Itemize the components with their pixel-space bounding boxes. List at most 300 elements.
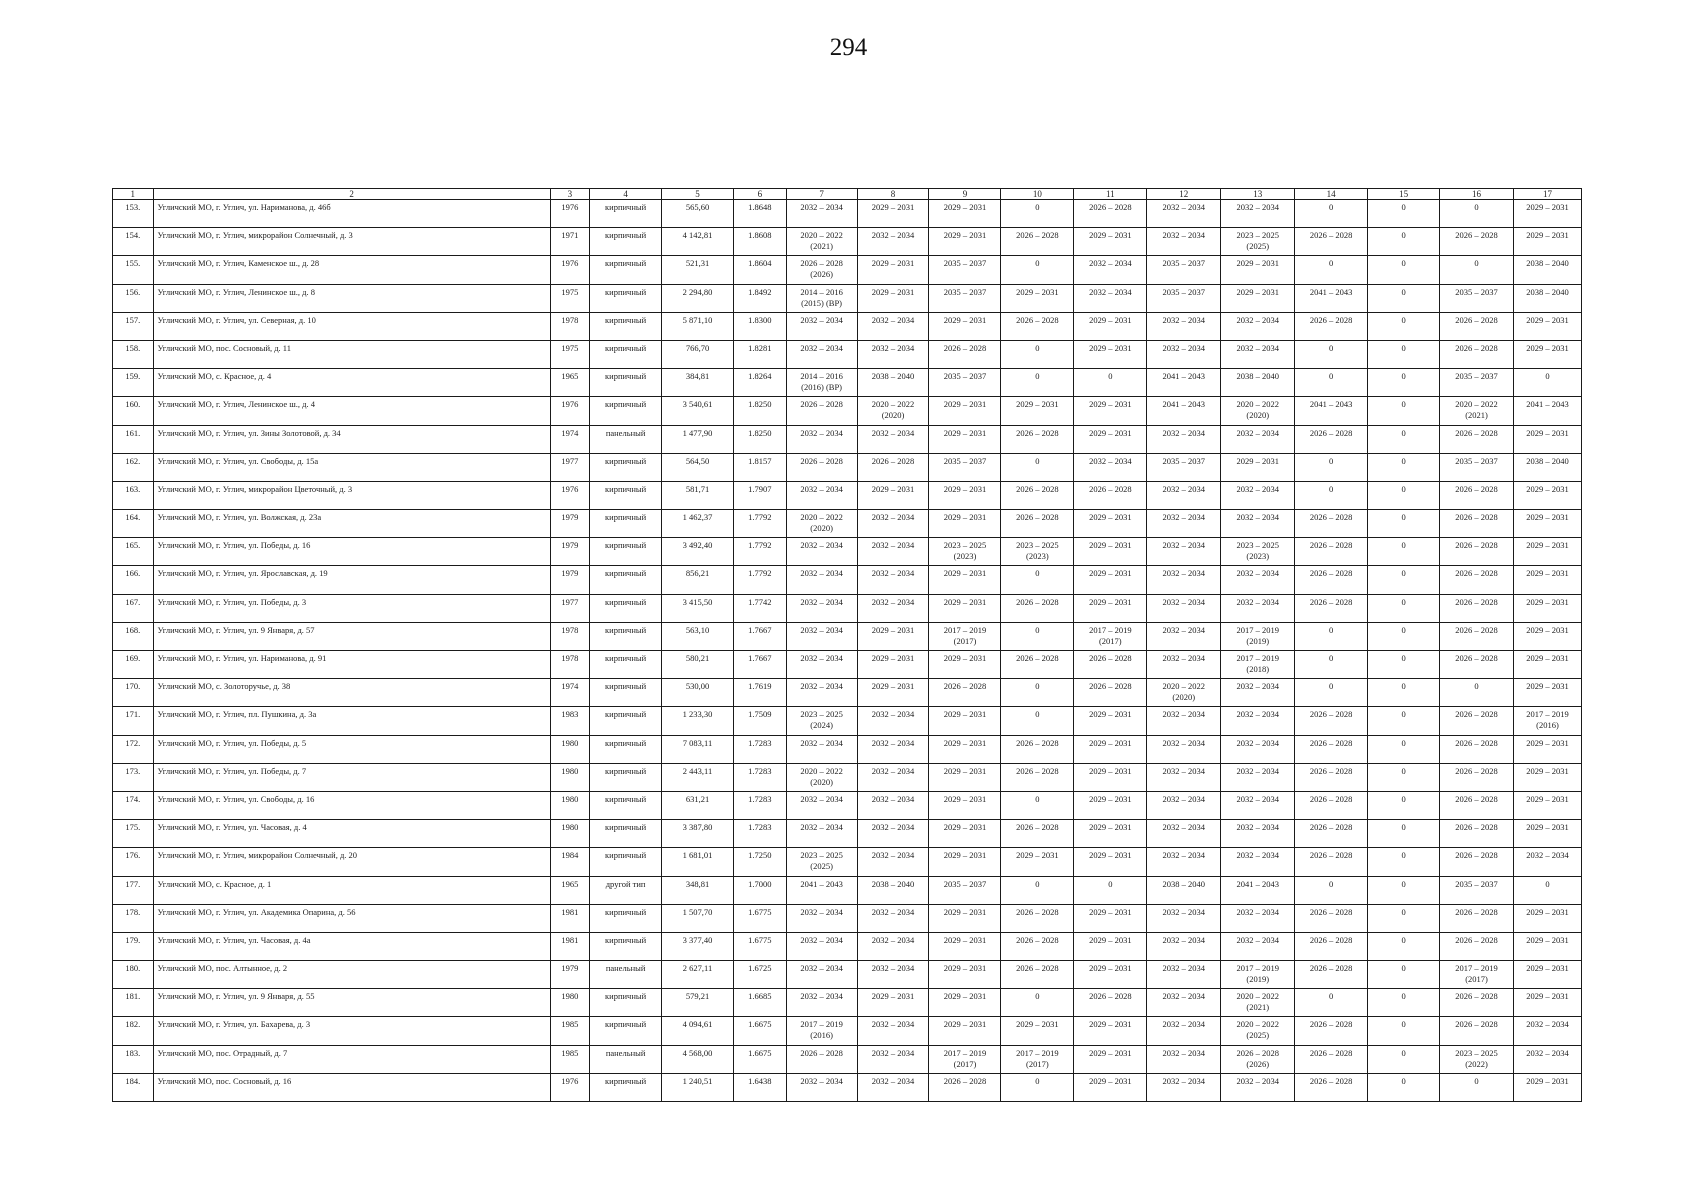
wall-material-cell: кирпичный [590,763,662,791]
period-col-10-cell: 0 [1001,707,1074,735]
period-col-14-cell: 2026 – 2028 [1295,538,1368,566]
period-col-8-cell: 2029 – 2031 [857,651,929,679]
period-col-16-cell: 2026 – 2028 [1440,538,1514,566]
period-col-14-cell: 0 [1295,481,1368,509]
priority-index-cell: 1.6675 [733,1017,786,1045]
period-col-16-cell: 2026 – 2028 [1440,510,1514,538]
period-col-13-cell: 2029 – 2031 [1221,453,1295,481]
wall-material-cell: кирпичный [590,735,662,763]
area-cell: 1 681,01 [662,848,734,876]
period-col-9-cell: 2035 – 2037 [929,876,1001,904]
period-col-16-cell: 2026 – 2028 [1440,622,1514,650]
period-col-16-cell: 2026 – 2028 [1440,481,1514,509]
period-col-9-cell: 2029 – 2031 [929,904,1001,932]
period-col-13-cell: 2017 – 2019 (2019) [1221,622,1295,650]
area-cell: 581,71 [662,481,734,509]
period-col-8-cell: 2032 – 2034 [857,566,929,594]
period-col-11-cell: 2029 – 2031 [1074,763,1147,791]
period-col-14-cell: 0 [1295,989,1368,1017]
period-col-17-cell: 2032 – 2034 [1514,1045,1582,1073]
period-col-11-cell: 2029 – 2031 [1074,510,1147,538]
priority-index-cell: 1.7667 [733,651,786,679]
period-col-17-cell: 2029 – 2031 [1514,481,1582,509]
period-col-11-cell: 2029 – 2031 [1074,735,1147,763]
period-col-9-cell: 2029 – 2031 [929,312,1001,340]
period-col-13-cell: 2032 – 2034 [1221,791,1295,819]
column-number-1: 1 [113,189,154,200]
table-row [113,369,1582,397]
row-number-cell: 164. [113,510,154,538]
period-col-7-cell: 2017 – 2019 (2016) [786,1017,857,1045]
period-col-8-cell: 2032 – 2034 [857,510,929,538]
table-row [113,566,1582,594]
period-col-12-cell: 2032 – 2034 [1147,791,1221,819]
period-col-14-cell: 0 [1295,369,1368,397]
period-col-12-cell: 2032 – 2034 [1147,651,1221,679]
address-cell: Угличский МО, г. Углич, ул. 9 Января, д. 57 [153,622,550,650]
period-col-12-cell: 2032 – 2034 [1147,481,1221,509]
period-col-17-cell: 2029 – 2031 [1514,735,1582,763]
priority-index-cell: 1.8300 [733,312,786,340]
table-row [113,791,1582,819]
period-col-8-cell: 2032 – 2034 [857,312,929,340]
area-cell: 1 462,37 [662,510,734,538]
period-col-8-cell: 2029 – 2031 [857,200,929,228]
priority-index-cell: 1.7000 [733,876,786,904]
table-row [113,876,1582,904]
period-col-11-cell: 2029 – 2031 [1074,340,1147,368]
table-row [113,679,1582,707]
period-col-13-cell: 2020 – 2022 (2021) [1221,989,1295,1017]
table-row [113,481,1582,509]
row-number-cell: 180. [113,961,154,989]
year-built-cell: 1976 [550,1073,590,1101]
period-col-14-cell: 2026 – 2028 [1295,791,1368,819]
table-row [113,312,1582,340]
period-col-8-cell: 2032 – 2034 [857,1045,929,1073]
period-col-8-cell: 2032 – 2034 [857,848,929,876]
period-col-11-cell: 2029 – 2031 [1074,848,1147,876]
period-col-8-cell: 2032 – 2034 [857,763,929,791]
period-col-16-cell: 2026 – 2028 [1440,312,1514,340]
period-col-13-cell: 2020 – 2022 (2025) [1221,1017,1295,1045]
area-cell: 1 233,30 [662,707,734,735]
priority-index-cell: 1.7619 [733,679,786,707]
period-col-12-cell: 2032 – 2034 [1147,989,1221,1017]
period-col-17-cell: 2029 – 2031 [1514,340,1582,368]
period-col-7-cell: 2026 – 2028 (2026) [786,256,857,284]
period-col-9-cell: 2029 – 2031 [929,1017,1001,1045]
period-col-13-cell: 2032 – 2034 [1221,848,1295,876]
area-cell: 766,70 [662,340,734,368]
area-cell: 856,21 [662,566,734,594]
period-col-8-cell: 2032 – 2034 [857,735,929,763]
period-col-17-cell: 2032 – 2034 [1514,848,1582,876]
year-built-cell: 1979 [550,510,590,538]
period-col-10-cell: 2029 – 2031 [1001,397,1074,425]
wall-material-cell: кирпичный [590,566,662,594]
priority-index-cell: 1.8281 [733,340,786,368]
priority-index-cell: 1.8608 [733,228,786,256]
column-number-14: 14 [1295,189,1368,200]
period-col-12-cell: 2041 – 2043 [1147,369,1221,397]
table-row [113,1045,1582,1073]
year-built-cell: 1979 [550,538,590,566]
period-col-12-cell: 2032 – 2034 [1147,200,1221,228]
period-col-10-cell: 0 [1001,791,1074,819]
row-number-cell: 173. [113,763,154,791]
wall-material-cell: кирпичный [590,200,662,228]
area-cell: 384,81 [662,369,734,397]
year-built-cell: 1980 [550,763,590,791]
period-col-10-cell: 2026 – 2028 [1001,228,1074,256]
period-col-16-cell: 2026 – 2028 [1440,594,1514,622]
period-col-10-cell: 2026 – 2028 [1001,763,1074,791]
period-col-14-cell: 2026 – 2028 [1295,848,1368,876]
year-built-cell: 1976 [550,481,590,509]
wall-material-cell: кирпичный [590,989,662,1017]
table-row [113,932,1582,960]
period-col-7-cell: 2032 – 2034 [786,200,857,228]
table-row [113,820,1582,848]
period-col-13-cell: 2032 – 2034 [1221,481,1295,509]
address-cell: Угличский МО, г. Углич, Каменское ш., д. 28 [153,256,550,284]
period-col-11-cell: 2026 – 2028 [1074,679,1147,707]
year-built-cell: 1977 [550,453,590,481]
period-col-8-cell: 2032 – 2034 [857,707,929,735]
period-col-10-cell: 0 [1001,876,1074,904]
area-cell: 580,21 [662,651,734,679]
area-cell: 4 568,00 [662,1045,734,1073]
period-col-15-cell: 0 [1368,425,1440,453]
area-cell: 3 387,80 [662,820,734,848]
period-col-13-cell: 2032 – 2034 [1221,425,1295,453]
wall-material-cell: кирпичный [590,594,662,622]
address-cell: Угличский МО, с. Красное, д. 4 [153,369,550,397]
period-col-12-cell: 2032 – 2034 [1147,566,1221,594]
period-col-9-cell: 2023 – 2025 (2023) [929,538,1001,566]
table-row [113,200,1582,228]
period-col-11-cell: 2032 – 2034 [1074,453,1147,481]
period-col-14-cell: 0 [1295,340,1368,368]
period-col-15-cell: 0 [1368,651,1440,679]
period-col-9-cell: 2029 – 2031 [929,735,1001,763]
period-col-15-cell: 0 [1368,228,1440,256]
priority-index-cell: 1.7792 [733,538,786,566]
period-col-16-cell: 2035 – 2037 [1440,284,1514,312]
period-col-12-cell: 2032 – 2034 [1147,538,1221,566]
period-col-8-cell: 2032 – 2034 [857,1073,929,1101]
period-col-14-cell: 0 [1295,679,1368,707]
table-row [113,538,1582,566]
row-number-cell: 183. [113,1045,154,1073]
period-col-9-cell: 2029 – 2031 [929,989,1001,1017]
area-cell: 563,10 [662,622,734,650]
priority-index-cell: 1.7667 [733,622,786,650]
period-col-12-cell: 2032 – 2034 [1147,340,1221,368]
period-col-12-cell: 2032 – 2034 [1147,425,1221,453]
period-col-14-cell: 2026 – 2028 [1295,1017,1368,1045]
period-col-10-cell: 2023 – 2025 (2023) [1001,538,1074,566]
period-col-9-cell: 2029 – 2031 [929,932,1001,960]
period-col-9-cell: 2029 – 2031 [929,707,1001,735]
column-number-7: 7 [786,189,857,200]
year-built-cell: 1965 [550,876,590,904]
period-col-14-cell: 2026 – 2028 [1295,735,1368,763]
period-col-9-cell: 2035 – 2037 [929,284,1001,312]
row-number-cell: 154. [113,228,154,256]
period-col-11-cell: 2017 – 2019 (2017) [1074,622,1147,650]
period-col-8-cell: 2032 – 2034 [857,594,929,622]
period-col-13-cell: 2029 – 2031 [1221,284,1295,312]
period-col-9-cell: 2029 – 2031 [929,397,1001,425]
period-col-12-cell: 2032 – 2034 [1147,312,1221,340]
period-col-8-cell: 2032 – 2034 [857,228,929,256]
priority-index-cell: 1.6438 [733,1073,786,1101]
year-built-cell: 1980 [550,989,590,1017]
area-cell: 3 377,40 [662,932,734,960]
period-col-13-cell: 2041 – 2043 [1221,876,1295,904]
period-col-12-cell: 2038 – 2040 [1147,876,1221,904]
period-col-14-cell: 2026 – 2028 [1295,594,1368,622]
column-number-5: 5 [662,189,734,200]
row-number-cell: 181. [113,989,154,1017]
wall-material-cell: кирпичный [590,820,662,848]
period-col-9-cell: 2035 – 2037 [929,256,1001,284]
year-built-cell: 1985 [550,1017,590,1045]
period-col-11-cell: 2029 – 2031 [1074,707,1147,735]
address-cell: Угличский МО, г. Углич, ул. 9 Января, д. 55 [153,989,550,1017]
period-col-17-cell: 2029 – 2031 [1514,228,1582,256]
period-col-10-cell: 2029 – 2031 [1001,848,1074,876]
period-col-8-cell: 2032 – 2034 [857,791,929,819]
period-col-14-cell: 0 [1295,200,1368,228]
year-built-cell: 1980 [550,820,590,848]
priority-index-cell: 1.8250 [733,425,786,453]
year-built-cell: 1974 [550,679,590,707]
period-col-10-cell: 2029 – 2031 [1001,284,1074,312]
period-col-9-cell: 2029 – 2031 [929,200,1001,228]
period-col-16-cell: 0 [1440,256,1514,284]
period-col-16-cell: 2020 – 2022 (2021) [1440,397,1514,425]
row-number-cell: 165. [113,538,154,566]
address-cell: Угличский МО, г. Углич, ул. Победы, д. 16 [153,538,550,566]
period-col-12-cell: 2032 – 2034 [1147,848,1221,876]
row-number-cell: 179. [113,932,154,960]
period-col-10-cell: 2026 – 2028 [1001,932,1074,960]
table-row [113,284,1582,312]
period-col-15-cell: 0 [1368,256,1440,284]
period-col-16-cell: 2026 – 2028 [1440,566,1514,594]
row-number-cell: 172. [113,735,154,763]
row-number-cell: 166. [113,566,154,594]
address-cell: Угличский МО, г. Углич, ул. Волжская, д. 23а [153,510,550,538]
priority-index-cell: 1.7792 [733,566,786,594]
period-col-8-cell: 2032 – 2034 [857,340,929,368]
period-col-13-cell: 2032 – 2034 [1221,763,1295,791]
period-col-14-cell: 2026 – 2028 [1295,707,1368,735]
period-col-7-cell: 2032 – 2034 [786,932,857,960]
area-cell: 2 294,80 [662,284,734,312]
address-cell: Угличский МО, г. Углич, ул. Победы, д. 5 [153,735,550,763]
period-col-14-cell: 2026 – 2028 [1295,566,1368,594]
address-cell: Угличский МО, пос. Отрадный, д. 7 [153,1045,550,1073]
period-col-13-cell: 2032 – 2034 [1221,932,1295,960]
period-col-15-cell: 0 [1368,989,1440,1017]
year-built-cell: 1977 [550,594,590,622]
column-number-3: 3 [550,189,590,200]
period-col-13-cell: 2017 – 2019 (2019) [1221,961,1295,989]
wall-material-cell: кирпичный [590,1017,662,1045]
period-col-8-cell: 2038 – 2040 [857,876,929,904]
wall-material-cell: кирпичный [590,679,662,707]
period-col-14-cell: 0 [1295,622,1368,650]
wall-material-cell: панельный [590,425,662,453]
period-col-12-cell: 2035 – 2037 [1147,453,1221,481]
year-built-cell: 1976 [550,200,590,228]
period-col-15-cell: 0 [1368,397,1440,425]
period-col-17-cell: 2029 – 2031 [1514,510,1582,538]
priority-index-cell: 1.6775 [733,904,786,932]
period-col-12-cell: 2032 – 2034 [1147,510,1221,538]
period-col-11-cell: 2029 – 2031 [1074,1045,1147,1073]
address-cell: Угличский МО, г. Углич, Ленинское ш., д. 4 [153,397,550,425]
period-col-14-cell: 2026 – 2028 [1295,1073,1368,1101]
period-col-14-cell: 2026 – 2028 [1295,820,1368,848]
year-built-cell: 1976 [550,256,590,284]
period-col-12-cell: 2041 – 2043 [1147,397,1221,425]
period-col-10-cell: 2026 – 2028 [1001,735,1074,763]
period-col-7-cell: 2032 – 2034 [786,481,857,509]
year-built-cell: 1981 [550,932,590,960]
table-row [113,453,1582,481]
period-col-9-cell: 2029 – 2031 [929,228,1001,256]
year-built-cell: 1979 [550,566,590,594]
row-number-cell: 174. [113,791,154,819]
period-col-17-cell: 2041 – 2043 [1514,397,1582,425]
period-col-11-cell: 2032 – 2034 [1074,284,1147,312]
period-col-14-cell: 2026 – 2028 [1295,510,1368,538]
period-col-7-cell: 2026 – 2028 [786,397,857,425]
period-col-15-cell: 0 [1368,369,1440,397]
period-col-7-cell: 2032 – 2034 [786,312,857,340]
period-col-13-cell: 2032 – 2034 [1221,904,1295,932]
wall-material-cell: кирпичный [590,312,662,340]
period-col-8-cell: 2029 – 2031 [857,481,929,509]
period-col-17-cell: 2017 – 2019 (2016) [1514,707,1582,735]
area-cell: 348,81 [662,876,734,904]
period-col-9-cell: 2035 – 2037 [929,369,1001,397]
period-col-14-cell: 2041 – 2043 [1295,284,1368,312]
address-cell: Угличский МО, г. Углич, ул. Ярославская, д. 19 [153,566,550,594]
period-col-8-cell: 2029 – 2031 [857,284,929,312]
period-col-12-cell: 2032 – 2034 [1147,763,1221,791]
period-col-10-cell: 0 [1001,340,1074,368]
area-cell: 2 627,11 [662,961,734,989]
period-col-17-cell: 2029 – 2031 [1514,763,1582,791]
address-cell: Угличский МО, с. Золоторучье, д. 38 [153,679,550,707]
address-cell: Угличский МО, пос. Сосновый, д. 16 [153,1073,550,1101]
period-col-11-cell: 2029 – 2031 [1074,425,1147,453]
priority-index-cell: 1.7742 [733,594,786,622]
period-col-11-cell: 2026 – 2028 [1074,651,1147,679]
row-number-cell: 161. [113,425,154,453]
period-col-10-cell: 2029 – 2031 [1001,1017,1074,1045]
period-col-13-cell: 2032 – 2034 [1221,510,1295,538]
wall-material-cell: панельный [590,1045,662,1073]
period-col-8-cell: 2032 – 2034 [857,1017,929,1045]
period-col-8-cell: 2029 – 2031 [857,622,929,650]
year-built-cell: 1975 [550,284,590,312]
period-col-16-cell: 2026 – 2028 [1440,340,1514,368]
period-col-8-cell: 2032 – 2034 [857,904,929,932]
table-row [113,425,1582,453]
period-col-14-cell: 2026 – 2028 [1295,425,1368,453]
address-cell: Угличский МО, г. Углич, микрорайон Солнечный, д. 20 [153,848,550,876]
wall-material-cell: кирпичный [590,791,662,819]
period-col-11-cell: 2029 – 2031 [1074,594,1147,622]
area-cell: 4 094,61 [662,1017,734,1045]
period-col-7-cell: 2032 – 2034 [786,425,857,453]
period-col-14-cell: 2026 – 2028 [1295,932,1368,960]
period-col-9-cell: 2029 – 2031 [929,763,1001,791]
period-col-10-cell: 2026 – 2028 [1001,594,1074,622]
priority-index-cell: 1.8264 [733,369,786,397]
wall-material-cell: кирпичный [590,284,662,312]
period-col-9-cell: 2029 – 2031 [929,791,1001,819]
column-number-8: 8 [857,189,929,200]
column-number-15: 15 [1368,189,1440,200]
row-number-cell: 155. [113,256,154,284]
period-col-13-cell: 2032 – 2034 [1221,312,1295,340]
period-col-7-cell: 2032 – 2034 [786,1073,857,1101]
period-col-17-cell: 2038 – 2040 [1514,284,1582,312]
period-col-13-cell: 2032 – 2034 [1221,735,1295,763]
period-col-11-cell: 2029 – 2031 [1074,228,1147,256]
period-col-14-cell: 2026 – 2028 [1295,228,1368,256]
wall-material-cell: кирпичный [590,453,662,481]
period-col-9-cell: 2026 – 2028 [929,340,1001,368]
period-col-10-cell: 0 [1001,1073,1074,1101]
priority-index-cell: 1.8648 [733,200,786,228]
period-col-12-cell: 2032 – 2034 [1147,622,1221,650]
table-row [113,707,1582,735]
row-number-cell: 175. [113,820,154,848]
period-col-12-cell: 2035 – 2037 [1147,284,1221,312]
column-number-10: 10 [1001,189,1074,200]
period-col-15-cell: 0 [1368,481,1440,509]
row-number-cell: 171. [113,707,154,735]
period-col-11-cell: 2029 – 2031 [1074,312,1147,340]
period-col-13-cell: 2032 – 2034 [1221,340,1295,368]
period-col-17-cell: 2029 – 2031 [1514,932,1582,960]
period-col-9-cell: 2026 – 2028 [929,1073,1001,1101]
period-col-15-cell: 0 [1368,876,1440,904]
row-number-cell: 182. [113,1017,154,1045]
period-col-8-cell: 2029 – 2031 [857,679,929,707]
period-col-11-cell: 0 [1074,369,1147,397]
table-row [113,622,1582,650]
year-built-cell: 1965 [550,369,590,397]
row-number-cell: 156. [113,284,154,312]
column-number-row [113,189,1582,200]
year-built-cell: 1978 [550,651,590,679]
period-col-10-cell: 0 [1001,369,1074,397]
period-col-15-cell: 0 [1368,707,1440,735]
address-cell: Угличский МО, г. Углич, ул. Зины Золотовой, д. 34 [153,425,550,453]
repair-schedule-table [112,188,1582,1102]
priority-index-cell: 1.7283 [733,763,786,791]
